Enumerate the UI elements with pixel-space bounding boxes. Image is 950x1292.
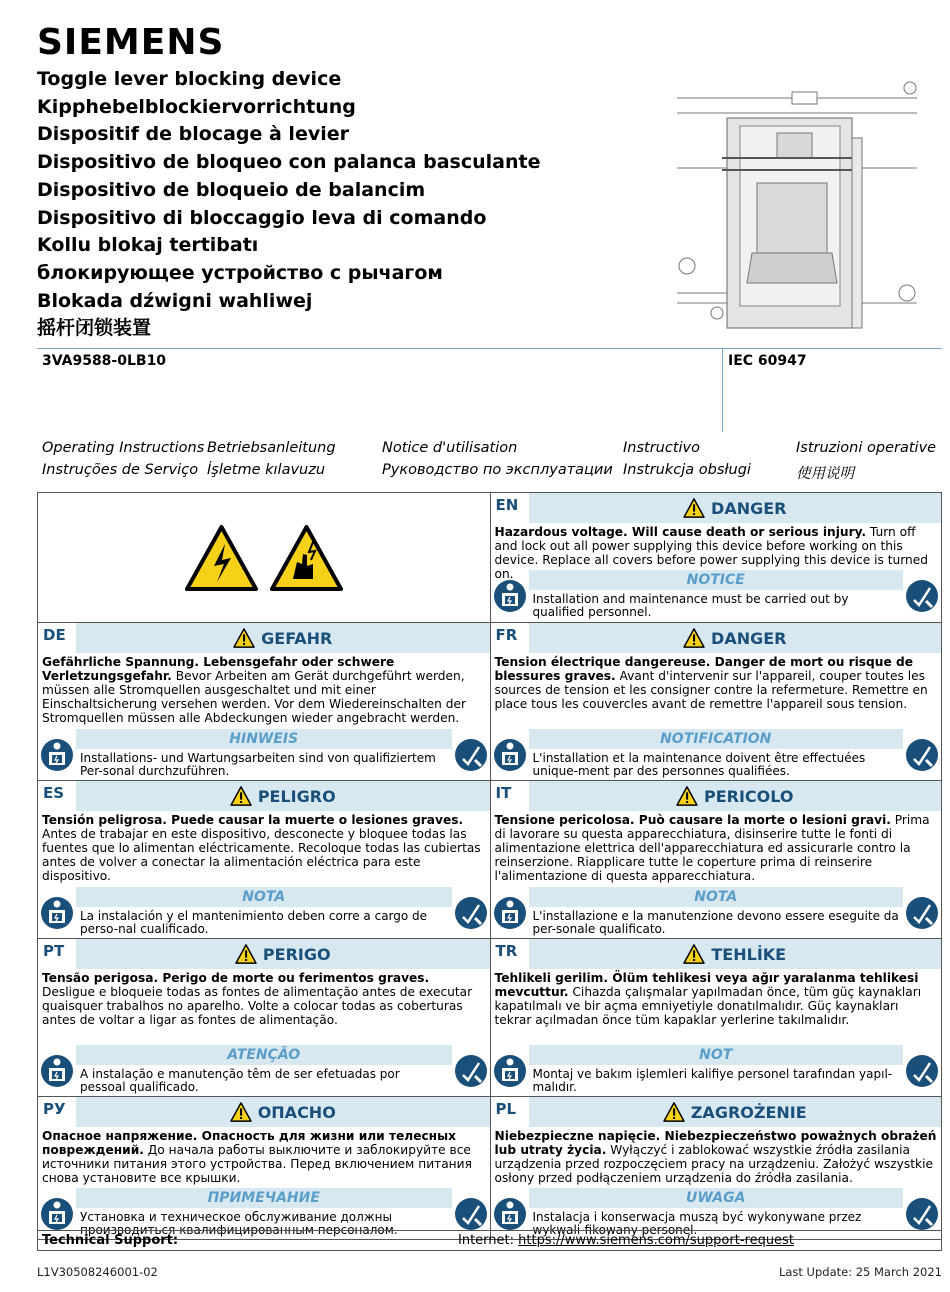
qualified-personnel-icon xyxy=(905,738,939,772)
electric-shock-warning-icon xyxy=(184,524,259,592)
lang-code: TR xyxy=(491,939,529,969)
note-text: Montaj ve bakım işlemleri kalifiye personel tarafından yapıl-malıdır. xyxy=(529,1065,904,1094)
lang-code: РУ xyxy=(38,1097,76,1127)
docname-tr: İşletme kılavuzu xyxy=(207,462,326,478)
header-vertical-divider xyxy=(722,349,723,432)
read-manual-icon xyxy=(493,579,527,613)
qualified-personnel-icon xyxy=(905,579,939,613)
hazard-text: Hazardous voltage. Will cause death or serious injury. Turn off and lock out all power supplying this device before working on this device. Replace all covers before power supplying this device is turned on. xyxy=(494,525,928,581)
note-heading: ПРИМЕЧАНИЕ xyxy=(76,1188,452,1208)
hazard-text: Tehlikeli gerilim. Ölüm tehlikesi veya ağır yaralanma tehlikesi mevcuttur. Cihazda çalışmalar yapılmadan önce, tüm güç kaynakları kapatılmalı ve bir açma emniyetiyle donatılmalıdır. Güç kaynakları tekrar açılmadan önce tüm kapaklar yerlerine takılmalıdır. xyxy=(494,971,922,1027)
hazard-text: Опасное напряжение. Опасность для жизни или телесных повреждений. До начала работы выключите и заблокируйте все источники питания этого устройства. Перед включением питания снова установите все крышки. xyxy=(42,1129,472,1185)
hazard-text: Niebezpieczne napięcie. Niebezpieczeństwo poważnych obrażeń lub utraty życia. Wyłączyć i zablokować wszystkie źródła zasilania urządzenia przed rozpoczęciem pracy na urządzeniu. Założyć wszystkie osłony przed podłączeniem urządzenia do źródła zasilania. xyxy=(494,1129,937,1185)
hazard-text: Tensão perigosa. Perigo de morte ou ferimentos graves. Desligue e bloqueie todas as fontes de alimentação antes de executar quaisquer trabalhos no aparelho. Volte a colocar todas as coberturas antes de voltar a ligar as fontes de alimentação. xyxy=(42,971,473,1027)
note-text: L'installation et la maintenance doivent être effectuées unique-ment par des personnes qualifiées. xyxy=(529,749,904,778)
title-pl: Blokada dźwigni wahliwej xyxy=(37,289,313,312)
product-illustration xyxy=(672,78,922,336)
note-heading: NOTIFICATION xyxy=(529,729,904,749)
note-heading: NOTA xyxy=(529,887,904,907)
read-manual-icon xyxy=(493,738,527,772)
read-manual-icon xyxy=(493,896,527,930)
section-es xyxy=(38,781,490,938)
title-fr: Dispositif de blocage à levier xyxy=(37,123,349,146)
docname-de: Betriebsanleitung xyxy=(207,440,336,456)
warning-triangle-icon xyxy=(663,1102,685,1122)
section-it xyxy=(490,781,942,938)
notice-box xyxy=(38,886,490,938)
section-de xyxy=(38,623,490,780)
last-update: Last Update: 25 March 2021 xyxy=(778,1265,942,1279)
docname-en: Operating Instructions xyxy=(42,440,205,456)
hazard-text: Tension électrique dangereuse. Danger de mort ou risque de blessures graves. Avant d'intervenir sur l'appareil, couper toutes les sources de tension et les consigner contre la refermeture. Remettre en place tous les couvercles avant de remettre l'appareil sous tension. xyxy=(494,655,928,711)
note-text: A instalação e manutenção têm de ser efetuadas por pessoal qualificado. xyxy=(76,1065,452,1094)
hazard-symbols xyxy=(38,493,490,622)
docname-es: Instructivo xyxy=(623,440,700,456)
lang-code: PT xyxy=(38,939,76,969)
read-manual-icon xyxy=(493,1197,527,1231)
note-heading: ATENÇÃO xyxy=(76,1045,452,1065)
note-heading: HINWEIS xyxy=(76,729,452,749)
read-manual-icon xyxy=(493,1054,527,1088)
signal-word: PERICOLO xyxy=(529,781,942,811)
docname-fr: Notice d'utilisation xyxy=(382,440,518,456)
product-titles xyxy=(37,66,540,343)
signal-word: DANGER xyxy=(529,493,942,523)
safety-grid xyxy=(37,492,942,1240)
title-de: Kipphebelblockiervorrichtung xyxy=(37,95,356,118)
warning-triangle-icon xyxy=(676,786,698,806)
warning-triangle-icon xyxy=(230,786,252,806)
siemens-logo: SIEMENS xyxy=(37,22,225,63)
read-manual-icon xyxy=(40,738,74,772)
document-id: L1V30508246001-02 xyxy=(37,1265,158,1279)
warning-triangle-icon xyxy=(683,944,705,964)
warning-triangle-icon xyxy=(233,628,255,648)
notice-box xyxy=(491,569,942,621)
notice-box xyxy=(491,1044,942,1096)
signal-word: DANGER xyxy=(529,623,942,653)
docname-ru: Руководство по эксплуатации xyxy=(382,462,613,478)
standard-number: IEC 60947 xyxy=(728,353,807,369)
warning-triangle-icon xyxy=(683,498,705,518)
note-text: L'installazione e la manutenzione devono essere eseguite da per-sonale qualificato. xyxy=(529,907,904,936)
warning-triangle-icon xyxy=(230,1102,252,1122)
note-text: Установка и техническое обслуживание должны производиться квалифицированным персоналом. xyxy=(76,1208,452,1237)
technical-support-bar xyxy=(37,1230,942,1251)
notice-box xyxy=(38,1044,490,1096)
note-heading: NOT xyxy=(529,1045,904,1065)
title-ru: блокирующее устройство с рычагом xyxy=(37,261,443,284)
read-manual-icon xyxy=(40,1197,74,1231)
note-text: Instalacja i konserwacja muszą być wykonywane przez wykwali-fikowany personel. xyxy=(529,1208,904,1237)
hand-shock-warning-icon xyxy=(269,524,344,592)
qualified-personnel-icon xyxy=(454,896,488,930)
note-text: Installation and maintenance must be carried out by qualified personnel. xyxy=(529,590,904,619)
internet-line: Internet: https://www.siemens.com/support-request xyxy=(458,1233,794,1248)
qualified-personnel-icon xyxy=(905,896,939,930)
note-text: Installations- und Wartungsarbeiten sind von qualifiziertem Per-sonal durchzuführen. xyxy=(76,749,452,778)
qualified-personnel-icon xyxy=(454,1197,488,1231)
section-fr xyxy=(490,623,942,780)
support-label: Technical Support: xyxy=(42,1233,179,1248)
docname-zh: 使用说明 xyxy=(796,466,854,482)
signal-word: TEHLİKE xyxy=(529,939,942,969)
lang-code: DE xyxy=(38,623,76,653)
title-zh: 摇杆闭锁装置 xyxy=(37,317,152,340)
order-number: 3VA9588-0LB10 xyxy=(42,353,167,369)
hazard-text: Tensión peligrosa. Puede causar la muerte o lesiones graves. Antes de trabajar en este dispositivo, desconecte y bloquee todas las fuentes que lo alimentan eléctricamente. Recoloque todas las cubiertas antes de volver a conectar la alimentación eléctrica para este dispositivo. xyxy=(42,813,481,883)
lang-code: PL xyxy=(491,1097,529,1127)
header-divider xyxy=(37,348,942,349)
docname-pt: Instruções de Serviço xyxy=(42,462,199,478)
note-heading: NOTICE xyxy=(529,570,904,590)
section-pl xyxy=(490,1097,942,1239)
note-heading: UWAGA xyxy=(529,1188,904,1208)
lang-code: IT xyxy=(491,781,529,811)
signal-word: ОПАСНО xyxy=(76,1097,490,1127)
hazard-text: Gefährliche Spannung. Lebensgefahr oder schwere Verletzungsgefahr. Bevor Arbeiten am Gerät durchgeführt werden, müssen alle Stromquellen ausgeschaltet und mit einer Einschaltsicherung versehen werden. Vor dem Wiedereinschalten der Stromquellen müssen alle Abdeckungen wieder angebracht werden. xyxy=(42,655,467,725)
docname-pl: Instrukcja obsługi xyxy=(623,462,751,478)
hazard-text: Tensione pericolosa. Può causare la morte o lesioni gravi. Prima di lavorare su questa apparecchiatura, disinserire tutte le fonti di alimentazione elettrica dell'apparecchiatura ed assicurarle contro la reinserzione. Riapplicare tutte le coperture prima di reinserire l'alimentazione di questa apparecchiatura. xyxy=(494,813,930,883)
signal-word: PELIGRO xyxy=(76,781,490,811)
section-ru xyxy=(38,1097,490,1239)
lang-code: FR xyxy=(491,623,529,653)
read-manual-icon xyxy=(40,1054,74,1088)
notice-box xyxy=(491,886,942,938)
signal-word: GEFAHR xyxy=(76,623,490,653)
section-en xyxy=(490,493,942,622)
qualified-personnel-icon xyxy=(905,1054,939,1088)
title-en: Toggle lever blocking device xyxy=(37,68,342,90)
support-link[interactable]: https://www.siemens.com/support-request xyxy=(518,1233,794,1248)
lang-code: EN xyxy=(491,493,529,523)
section-pt xyxy=(38,939,490,1096)
section-tr xyxy=(490,939,942,1096)
lang-code: ES xyxy=(38,781,76,811)
title-it: Dispositivo di bloccaggio leva di comando xyxy=(37,206,487,229)
warning-triangle-icon xyxy=(683,628,705,648)
note-text: La instalación y el mantenimiento deben corre a cargo de perso-nal cualificado. xyxy=(76,907,452,936)
note-heading: NOTA xyxy=(76,887,452,907)
signal-word: ZAGROŻENIE xyxy=(529,1097,942,1127)
title-es: Dispositivo de bloqueo con palanca basculante xyxy=(37,151,541,174)
warning-triangle-icon xyxy=(235,944,257,964)
qualified-personnel-icon xyxy=(454,1054,488,1088)
docname-it: Istruzioni operative xyxy=(796,440,937,456)
qualified-personnel-icon xyxy=(454,738,488,772)
read-manual-icon xyxy=(40,896,74,930)
qualified-personnel-icon xyxy=(905,1197,939,1231)
notice-box xyxy=(491,728,942,780)
signal-word: PERIGO xyxy=(76,939,490,969)
notice-box xyxy=(38,728,490,780)
title-pt: Dispositivo de bloqueio de balancim xyxy=(37,178,426,201)
title-tr: Kollu blokaj tertibatı xyxy=(37,234,259,257)
